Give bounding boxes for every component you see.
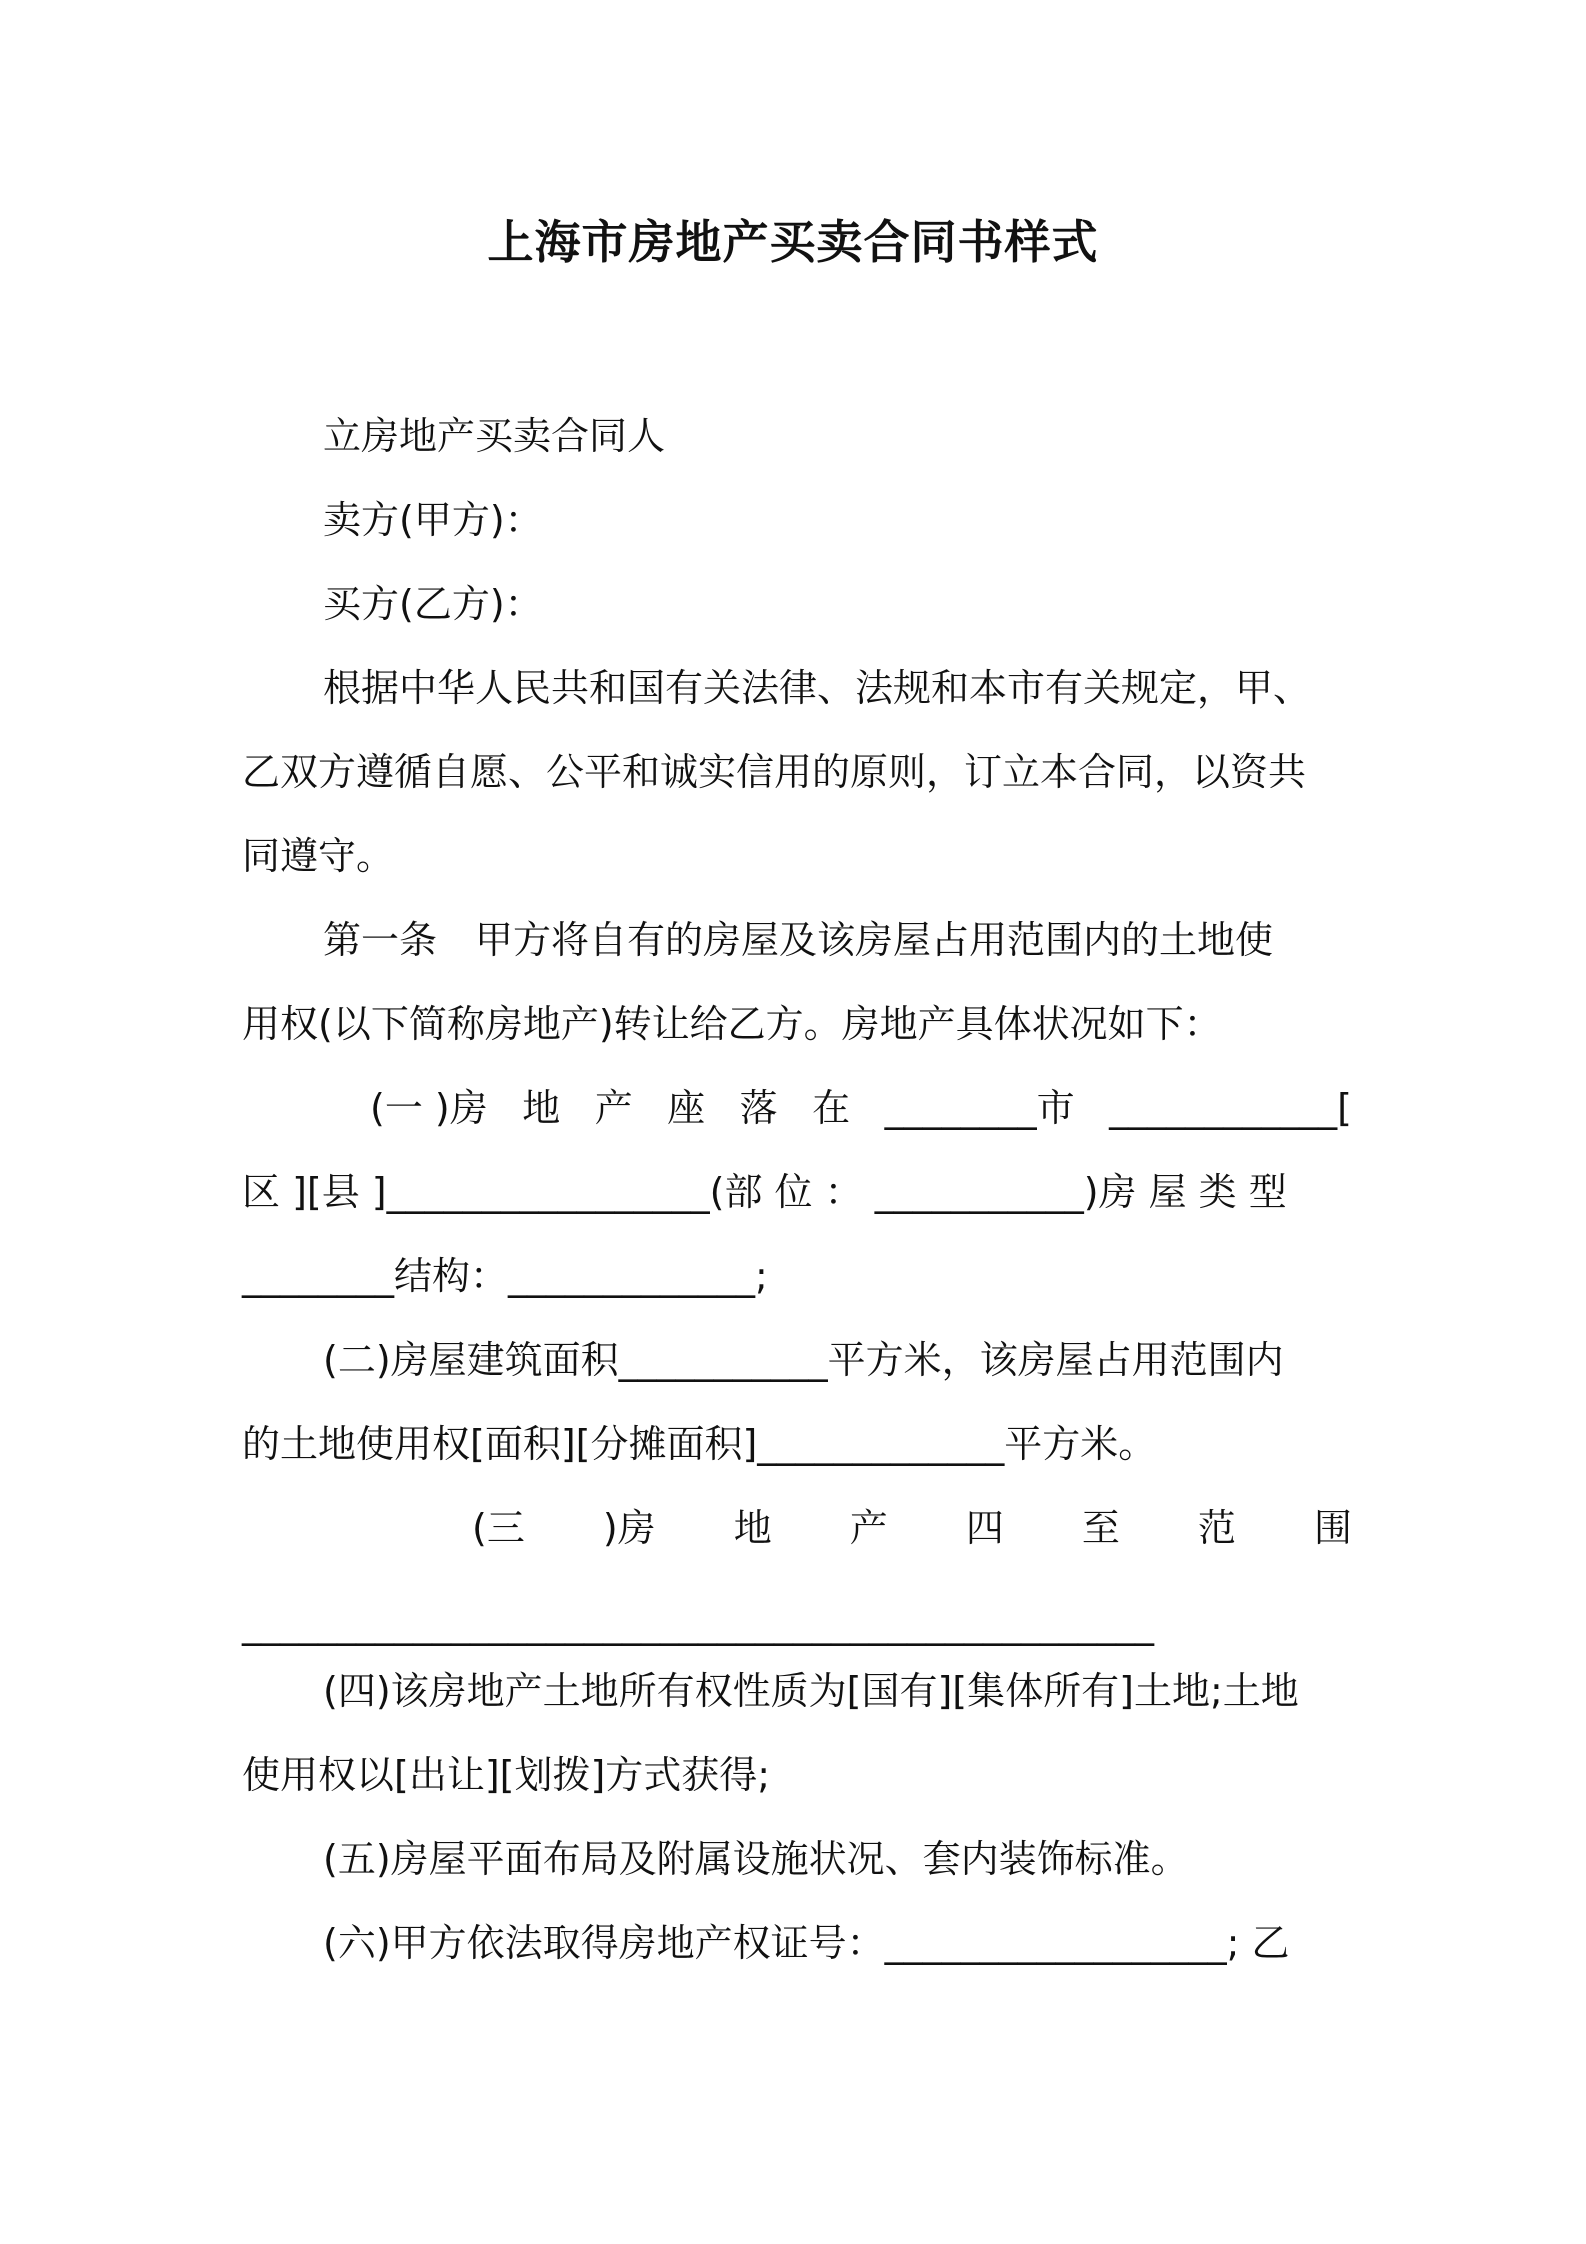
item-one-line-2: 区 ][县 ]_________________(部 位 ： ___________)房 屋 类 型 — [242, 1170, 1287, 1214]
item-two-line-1: (二)房屋建筑面积___________平方米，该房屋占用范围内 — [323, 1338, 1284, 1382]
item-three-part-6: 至 — [1081, 1506, 1120, 1550]
contract-parties-heading: 立房地产买卖合同人 — [323, 414, 666, 458]
item-one-line-3: ________结构：_____________; — [242, 1254, 768, 1298]
item-four-line-2: 使用权以[出让][划拨]方式获得; — [242, 1753, 771, 1797]
item-three-part-3: 地 — [733, 1506, 772, 1550]
seller-line: 卖方(甲方)： — [323, 498, 543, 542]
item-three-part-7: 范 — [1197, 1506, 1236, 1550]
item-one-part-7: ________市 — [884, 1086, 1075, 1130]
preamble-line-1: 根据中华人民共和国有关法律、法规和本市有关规定，甲、 — [323, 666, 1312, 710]
item-three-part-5: 四 — [965, 1506, 1004, 1550]
item-three-part-4: 产 — [849, 1506, 888, 1550]
buyer-line: 买方(乙方)： — [323, 582, 543, 626]
item-three-part-8: 围 — [1313, 1506, 1352, 1550]
document-title: 上海市房地产买卖合同书样式 — [487, 215, 1099, 269]
item-three-boundaries-row — [472, 1502, 1352, 1554]
item-four-line-1: (四)该房地产土地所有权性质为[国有][集体所有]土地;土地 — [323, 1669, 1299, 1713]
item-one-part-1: (一 )房 — [370, 1086, 488, 1130]
item-two-line-2: 的土地使用权[面积][分摊面积]_____________平方米。 — [242, 1422, 1157, 1466]
item-three-part-1: (三 — [472, 1506, 525, 1550]
item-one-location-row — [370, 1082, 1352, 1134]
item-one-part-4: 座 — [667, 1086, 706, 1130]
item-one-part-8: ____________[ — [1109, 1086, 1352, 1130]
item-five-line: (五)房屋平面布局及附属设施状况、套内装饰标准。 — [323, 1837, 1189, 1881]
article-one-line-1: 第一条 甲方将自有的房屋及该房屋占用范围内的土地使 — [323, 918, 1274, 962]
article-one-line-2: 用权(以下简称房地产)转让给乙方。房地产具体状况如下： — [242, 1002, 1222, 1046]
item-one-part-2: 地 — [522, 1086, 561, 1130]
item-one-part-3: 产 — [594, 1086, 633, 1130]
item-three-blank-line: ________________________________________________ — [242, 1602, 1154, 1646]
preamble-line-2: 乙双方遵循自愿、公平和诚实信用的原则，订立本合同，以资共 — [242, 750, 1307, 794]
item-three-part-2: )房 — [602, 1506, 656, 1550]
item-one-part-5: 落 — [739, 1086, 778, 1130]
preamble-line-3: 同遵守。 — [242, 834, 395, 878]
item-one-part-6: 在 — [812, 1086, 851, 1130]
item-six-line: (六)甲方依法取得房地产权证号：__________________; 乙 — [323, 1921, 1290, 1965]
